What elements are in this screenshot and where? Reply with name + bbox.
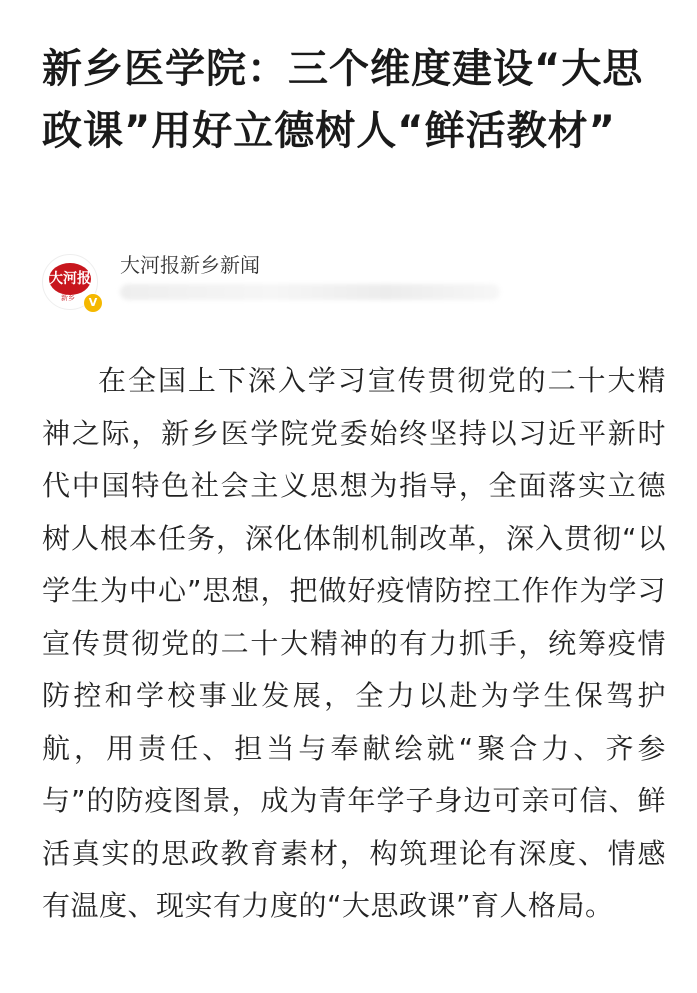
- blurred-author-meta: [120, 284, 500, 300]
- verified-v-icon: V: [83, 293, 103, 313]
- author-name[interactable]: 大河报新乡新闻: [120, 253, 260, 277]
- author-avatar[interactable]: [42, 254, 98, 310]
- newspaper-logo-icon: 大河报: [49, 263, 91, 295]
- article-title: 新乡医学院：三个维度建设“大思政课”用好立德树人“鲜活教材”: [42, 46, 644, 154]
- article-body-paragraph: 在全国上下深入学习宣传贯彻党的二十大精神之际，新乡医学院党委始终坚持以习近平新时代中国特色社会主义思想为指导，全面落实立德树人根本任务，深化体制机制改革，深入贯彻“以学生为中心”思想，把做好疫情防控工作作为学习宣传贯彻党的二十大精神的有力抓手，统筹疫情防控和学校事业发展，全力以赴为学生保驾护航，用责任、担当与奉献绘就“聚合力、齐参与”的防疫图景，成为青年学子身边可亲可信、鲜活真实的思政教育素材，构筑理论有深度、情感有温度、现实有力度的“大思政课”育人格局。: [42, 364, 666, 922]
- avatar-sub-label: 新乡: [61, 294, 75, 302]
- author-bar[interactable]: [42, 250, 662, 312]
